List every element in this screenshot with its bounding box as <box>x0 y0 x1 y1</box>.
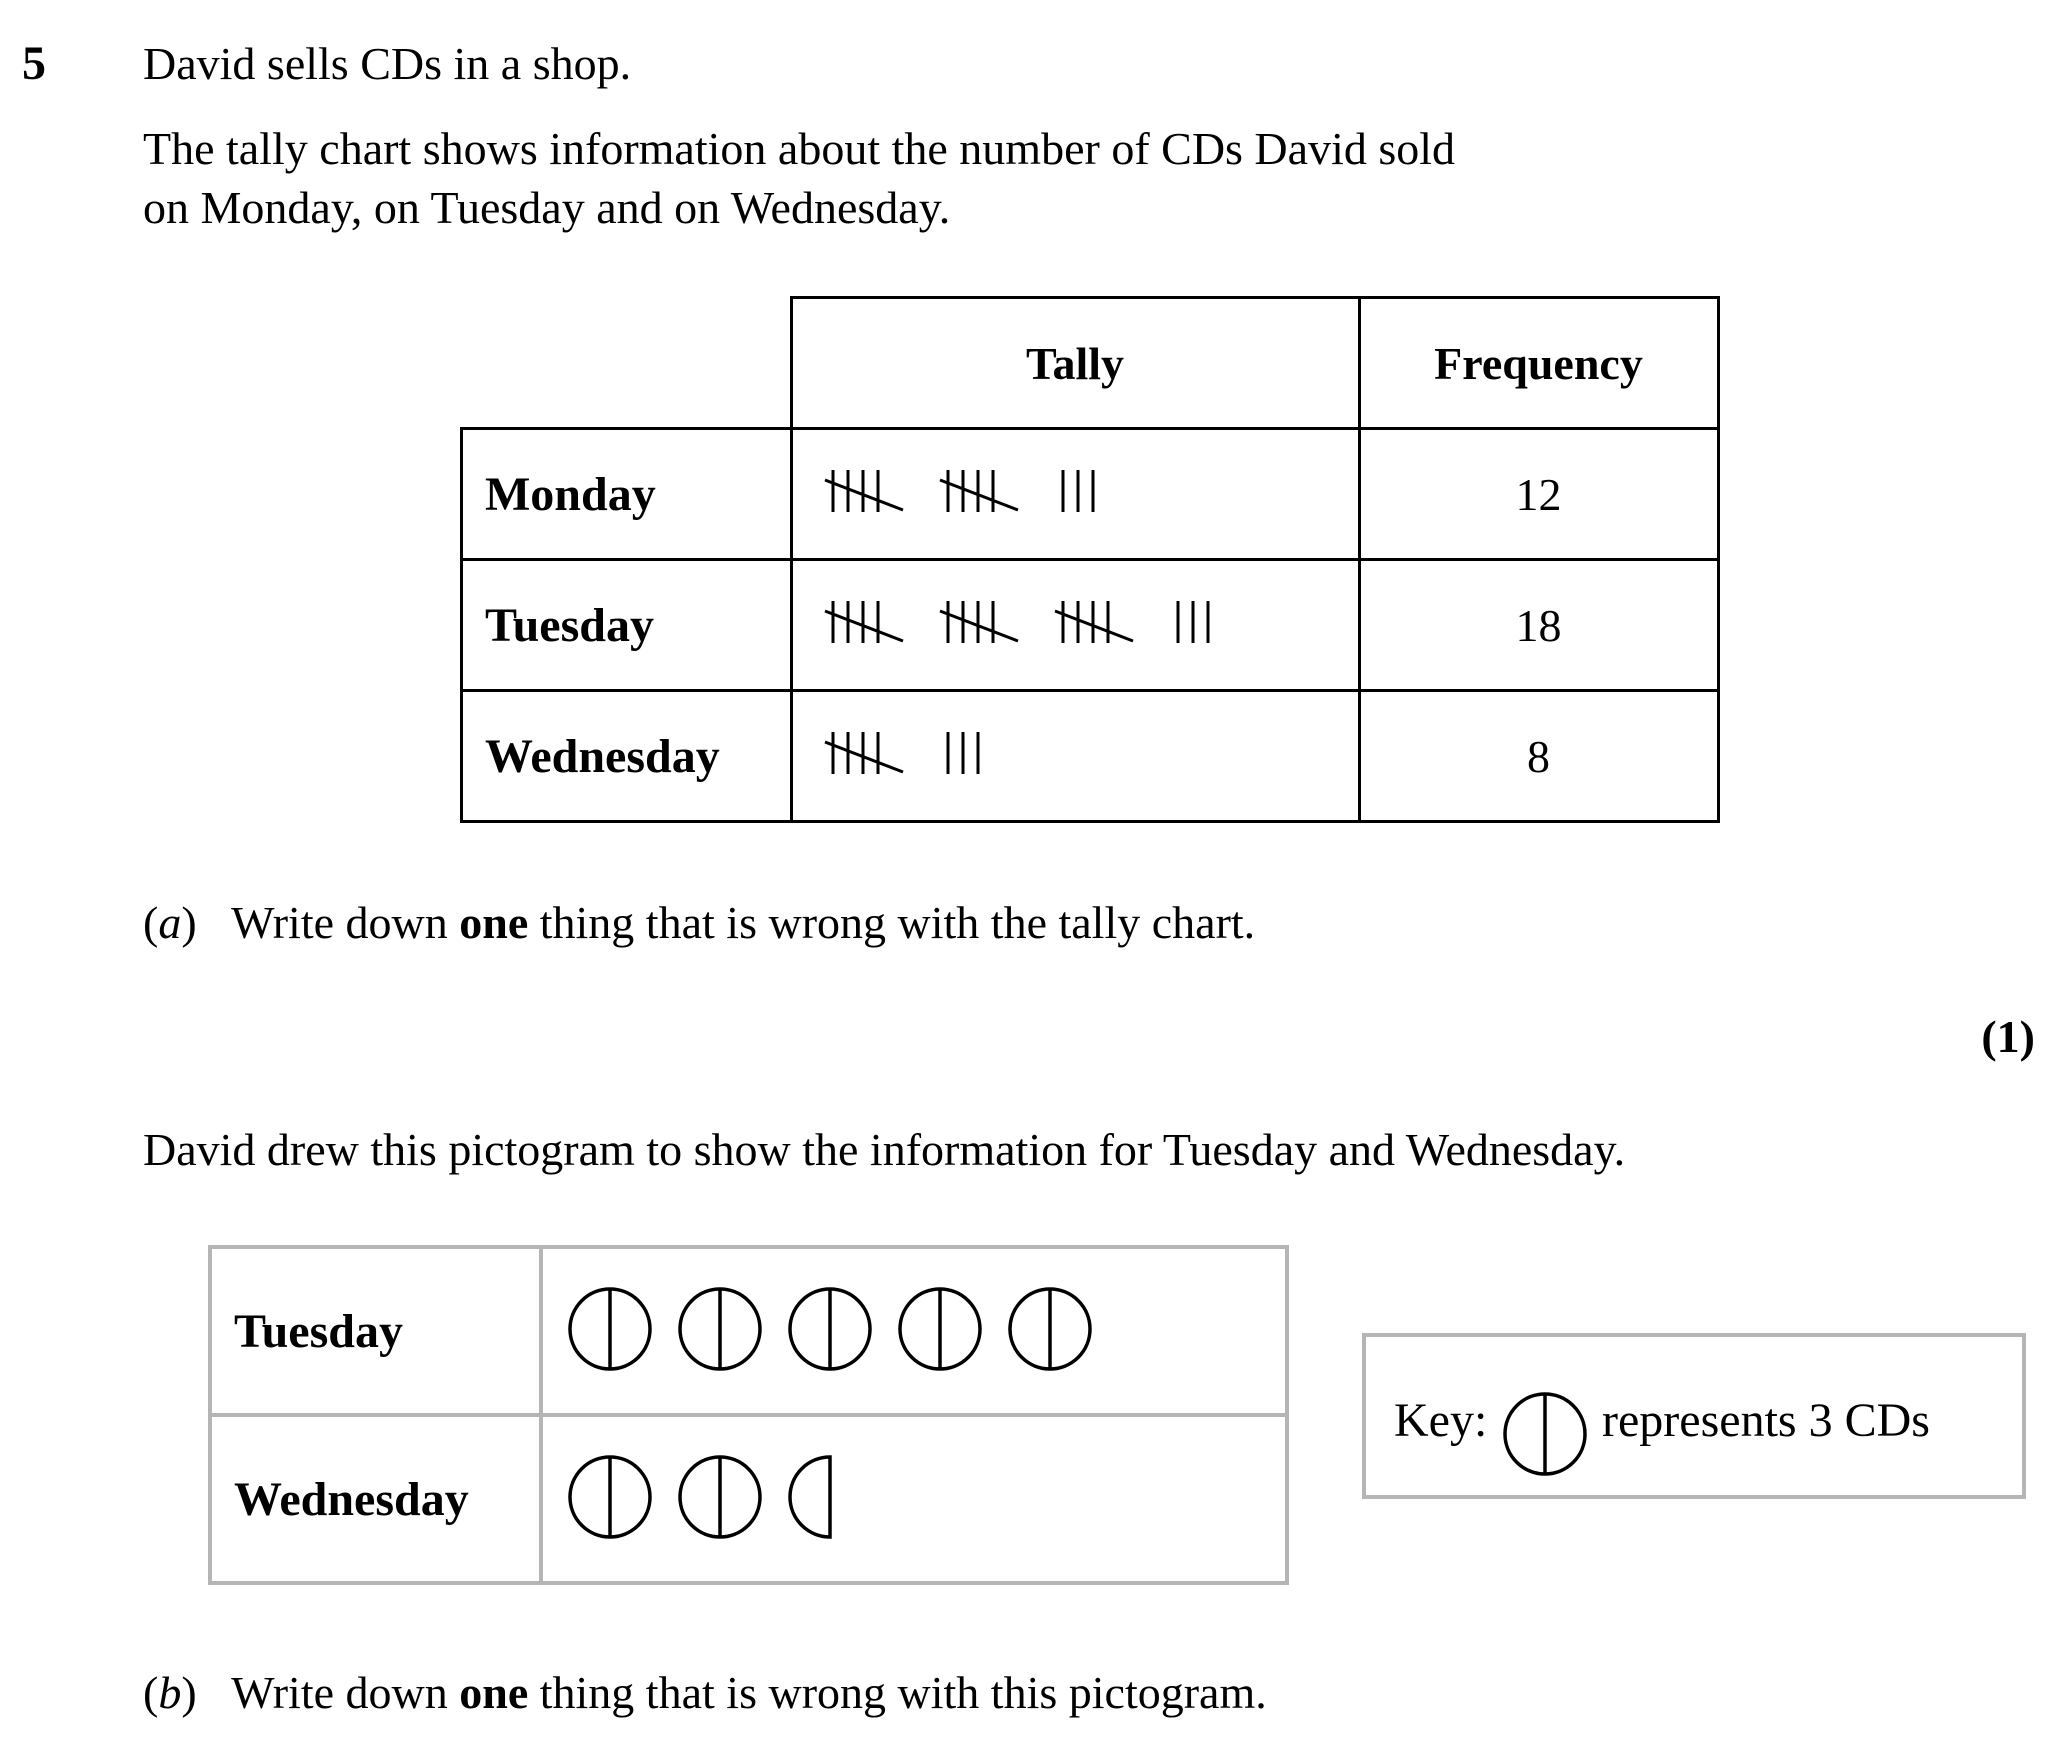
tally-frequency-wednesday: 8 <box>1359 691 1718 822</box>
part-b-text-before: Write down <box>231 1667 460 1718</box>
cd-half-icon <box>790 1457 830 1537</box>
pictogram-day-wednesday: Wednesday <box>210 1415 541 1583</box>
question-description-line1: The tally chart shows information about the number of CDs David sold <box>143 123 1456 174</box>
tally-marks-svg <box>821 724 1321 784</box>
tally-marks-svg <box>821 462 1321 522</box>
tally-row-monday <box>462 429 1719 560</box>
pictogram-intro: David drew this pictogram to show the information for Tuesday and Wednesday. <box>143 1124 1626 1175</box>
part-a-question: (a) Write down one thing that is wrong with the tally chart. <box>143 897 1256 948</box>
cd-full-icon <box>570 1457 650 1537</box>
part-a-label: a <box>158 897 182 948</box>
question-number: 5 <box>22 37 46 90</box>
pictogram-symbols-wednesday <box>541 1415 1287 1583</box>
cd-full-icon <box>1010 1289 1090 1369</box>
part-b-text-after: thing that is wrong with this pictogram. <box>528 1667 1267 1718</box>
tally-group <box>1178 601 1208 643</box>
pictogram-key <box>1362 1333 2026 1499</box>
pictogram-symbols-svg <box>565 1279 1125 1379</box>
part-b-bold: one <box>459 1667 529 1718</box>
marks-indicator: (1) <box>1981 1011 2035 1062</box>
pictogram-row-tuesday <box>210 1247 1287 1415</box>
tally-marks-svg <box>821 593 1321 653</box>
key-text: represents 3 CDs <box>1602 1394 1930 1447</box>
key-cd-icon <box>1500 1389 1590 1484</box>
question-description-line2: on Monday, on Tuesday and on Wednesday. <box>143 182 951 233</box>
tally-group-five <box>825 470 903 512</box>
cd-full-icon <box>680 1457 760 1537</box>
cd-full-icon <box>900 1289 980 1369</box>
tally-marks-tuesday <box>791 560 1359 691</box>
tally-header-blank <box>462 298 792 429</box>
tally-marks-wednesday <box>791 691 1359 822</box>
part-b-label: b <box>158 1667 182 1718</box>
tally-group-five <box>940 470 1018 512</box>
pictogram-row-wednesday <box>210 1415 1287 1583</box>
tally-group-five <box>940 601 1018 643</box>
part-a-text-after: thing that is wrong with the tally chart. <box>528 897 1256 948</box>
tally-header-frequency: Frequency <box>1359 298 1718 429</box>
tally-day-tuesday: Tuesday <box>462 560 792 691</box>
part-a-bold: one <box>459 897 529 948</box>
part-b-question: (b) Write down one thing that is wrong with this pictogram. <box>143 1667 1267 1718</box>
tally-marks-monday <box>791 429 1359 560</box>
cd-full-icon <box>680 1289 760 1369</box>
tally-group-five <box>1055 601 1133 643</box>
tally-group-five <box>825 732 903 774</box>
tally-group-five <box>825 601 903 643</box>
tally-day-wednesday: Wednesday <box>462 691 792 822</box>
tally-row-tuesday <box>462 560 1719 691</box>
tally-frequency-tuesday: 18 <box>1359 560 1718 691</box>
part-a-text-before: Write down <box>231 897 460 948</box>
tally-group <box>1063 470 1093 512</box>
pictogram-day-tuesday: Tuesday <box>210 1247 541 1415</box>
tally-row-wednesday <box>462 691 1719 822</box>
key-label: Key: <box>1394 1394 1488 1447</box>
cd-full-icon <box>790 1289 870 1369</box>
tally-header-tally: Tally <box>791 298 1359 429</box>
cd-full-icon <box>570 1289 650 1369</box>
tally-day-monday: Monday <box>462 429 792 560</box>
question-intro: David sells CDs in a shop. <box>143 38 632 89</box>
tally-group <box>948 732 978 774</box>
tally-header-row <box>462 298 1719 429</box>
cd-symbol-icon <box>1500 1389 1590 1479</box>
tally-chart-table <box>460 296 1720 823</box>
tally-frequency-monday: 12 <box>1359 429 1718 560</box>
pictogram-table <box>208 1245 1289 1585</box>
pictogram-symbols-tuesday <box>541 1247 1287 1415</box>
pictogram-symbols-svg <box>565 1447 1125 1547</box>
